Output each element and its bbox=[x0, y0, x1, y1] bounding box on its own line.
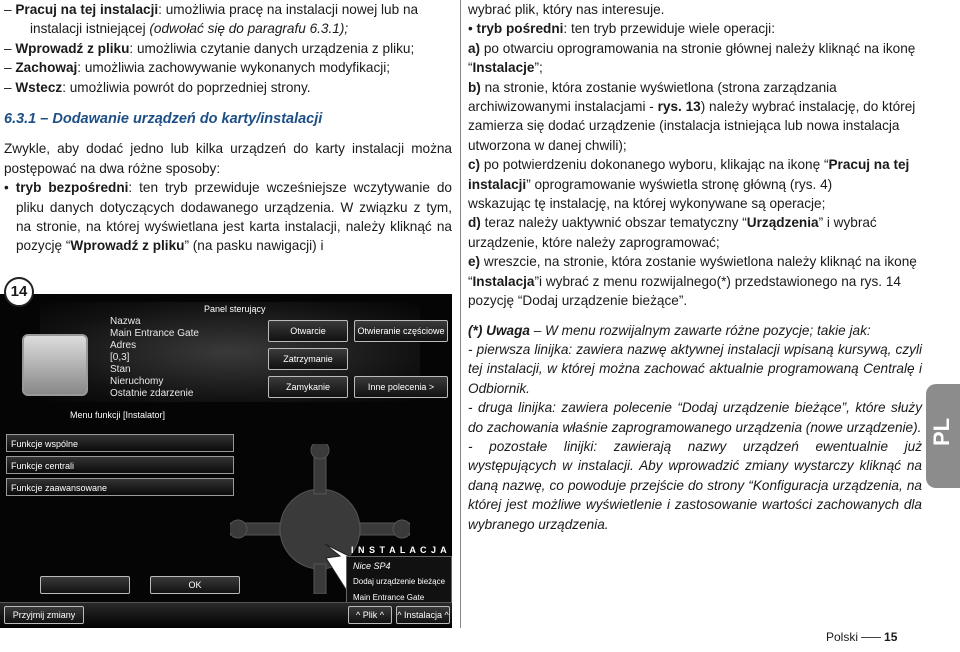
info-line: Nieruchomy bbox=[110, 376, 164, 387]
partial-open-button[interactable]: Otwieranie częściowe bbox=[354, 320, 448, 342]
intro-paragraph: Zwykle, aby dodać jedno lub kilka urządzeń do karty instalacji można postępować na dwa różne sposoby: bbox=[4, 141, 452, 176]
info-line: Main Entrance Gate bbox=[110, 328, 199, 339]
gate-device-icon bbox=[22, 334, 88, 396]
menu-title: Menu funkcji [Instalator] bbox=[70, 410, 166, 420]
menu-item-advanced[interactable]: Funkcje zaawansowane bbox=[6, 478, 234, 496]
page-number: 15 bbox=[884, 630, 898, 644]
note-item-2: - druga linijka: zawiera polecenie “Dodaj urządzenie bieżące”, które służy do zachowania właśnie zaprogramowanego urządzenia (nowe urządzenie). bbox=[468, 400, 922, 435]
column-divider bbox=[460, 0, 461, 628]
info-line: Nazwa bbox=[110, 316, 141, 327]
figure-14 bbox=[0, 272, 452, 628]
menu-back-button[interactable] bbox=[40, 576, 130, 594]
info-line: Adres bbox=[110, 340, 137, 351]
step-d: d) teraz należy uaktywnić obszar tematyczny “Urządzenia” i wybrać urządzenie, które należy zaprogramować; bbox=[468, 215, 877, 250]
section-heading: 6.3.1 – Dodawanie urządzeń do karty/instalacji bbox=[4, 111, 323, 128]
footer-language: Polski bbox=[826, 630, 859, 644]
language-tab bbox=[926, 384, 960, 488]
stop-button[interactable]: Zatrzymanie bbox=[268, 348, 348, 370]
note-intro: (*) Uwaga – W menu rozwijalnym zawarte różne pozycje; takie jak: bbox=[468, 322, 871, 338]
panel-title: Panel sterujący bbox=[204, 304, 266, 314]
page-footer bbox=[826, 630, 897, 644]
ok-button[interactable]: OK bbox=[150, 576, 240, 594]
step-c: c) po potwierdzeniu dokonanego wyboru, klikając na ikonę “Pracuj na tej instalacji” oprogramowanie wyświetla stronę główną (rys. 4) bbox=[468, 157, 910, 192]
footer-separator bbox=[861, 637, 881, 638]
step-e: e) wreszcie, na stronie, która zostanie wyświetlona należy kliknąć na ikonę “Instalacja”i wybrać z menu rozwijalnego(*) przedstawionego na rys. 14 pozycję “Dodaj urządzenie bieżące”. bbox=[468, 254, 917, 309]
other-commands-button[interactable]: Inne polecenia > bbox=[354, 376, 448, 398]
step-b: b) na stronie, która zostanie wyświetlona (strona zarządzania archiwizowanymi instalacjami - rys. 13) należy wybrać instalację, do której zamierza się dodać urządzenie (instalacja istniejąca lub nowa instalacja utworzona w danej chwili); bbox=[468, 79, 916, 153]
installation-menu-button[interactable]: ^ Instalacja ^ bbox=[396, 606, 450, 624]
install-device-entry[interactable]: Main Entrance Gate bbox=[353, 593, 425, 602]
item-pracuj: – Pracuj na tej instalacji: umożliwia pracę na instalacji nowej lub na instalacji istniejącej (odwołać się do paragrafu 6.3.1); bbox=[4, 2, 419, 37]
install-add-current[interactable]: Dodaj urządzenie bieżące bbox=[353, 577, 446, 586]
info-line: Ostatnie zdarzenie bbox=[110, 388, 194, 399]
note-item-3: - pozostałe linijki: zawierają nazwy urządzeń ewentualnie już występujących w instalacji. Aby wprowadzić zmiany wystarczy kliknąć na daną nazwę, co powoduje przejście do strony “Konfiguracja urządzenia, na której jest możliwe wyświetlenie i zastosowanie wartości zachowanych dla wybranego urządzenia. bbox=[468, 438, 922, 532]
left-column bbox=[4, 0, 452, 256]
menu-item-common[interactable]: Funkcje wspólne bbox=[6, 434, 234, 452]
software-screenshot bbox=[0, 294, 452, 628]
install-dropdown-title: I N S T A L A C J A bbox=[351, 545, 448, 555]
item-wprowadz: – Wprowadź z pliku: umożliwia czytanie danych urządzenia z pliku; bbox=[4, 40, 415, 56]
step-a: a) po otwarciu oprogramowania na stronie głównej należy kliknąć na ikonę “Instalacje”; bbox=[468, 40, 916, 76]
file-menu-button[interactable]: ^ Plik ^ bbox=[348, 606, 392, 624]
note-item-1: - pierwsza linijka: zawiera nazwę aktywnej instalacji wpisaną kursywą, czyli tej instalacji, w której można zachować aktualnie programowaną Centralę i Odbiornik. bbox=[468, 341, 922, 396]
menu-item-central[interactable]: Funkcje centrali bbox=[6, 456, 234, 474]
right-column bbox=[468, 0, 922, 534]
figure-number: 14 bbox=[4, 277, 34, 307]
bullet-indirect: • tryb pośredni: ten tryb przewiduje wiele operacji: bbox=[468, 21, 775, 37]
accept-changes-button[interactable]: Przyjmij zmiany bbox=[4, 606, 84, 624]
bullet-direct: • tryb bezpośredni: ten tryb przewiduje wcześniejsze wczytywanie do pliku danych dotyczących dodawanego urządzenia. W związku z tym, na stronie, na której wyświetlana jest karta instalacji, należy kliknąć na pozycję “Wprowadź z pliku” (na pasku nawigacji) i bbox=[4, 180, 452, 254]
close-button[interactable]: Zamykanie bbox=[268, 376, 348, 398]
info-line: Stan bbox=[110, 364, 131, 375]
install-active-name[interactable]: Nice SP4 bbox=[353, 561, 391, 571]
language-tab-label: PL bbox=[929, 417, 954, 446]
open-button[interactable]: Otwarcie bbox=[268, 320, 348, 342]
item-zachowaj: – Zachowaj: umożliwia zachowywanie wykonanych modyfikacji; bbox=[4, 60, 391, 76]
step-c-cont: wskazując tę instalację, na której wykonywane są operacje; bbox=[468, 196, 826, 212]
item-wstecz: – Wstecz: umożliwia powrót do poprzedniej strony. bbox=[4, 79, 311, 95]
info-line: [0,3] bbox=[110, 352, 130, 363]
continuation-line: wybrać plik, który nas interesuje. bbox=[468, 2, 665, 17]
